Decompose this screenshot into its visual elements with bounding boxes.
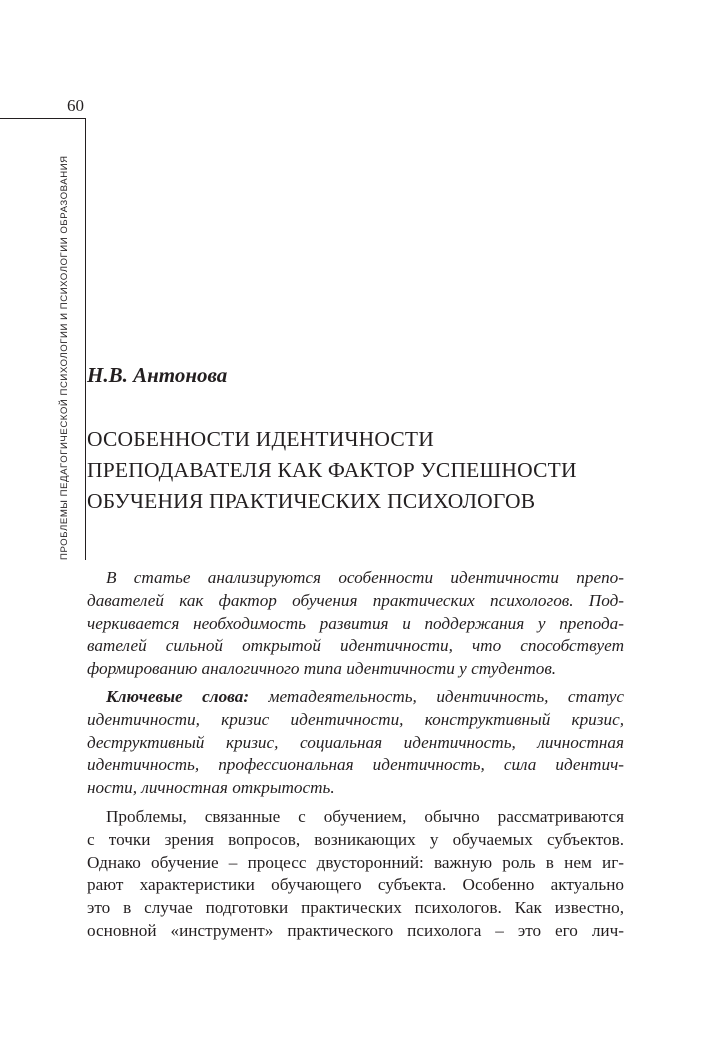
author-name: Н.В. Антонова — [87, 363, 228, 387]
body-paragraph — [87, 806, 624, 943]
abstract-line: вателей сильной открытой идентичности, что способствует — [87, 636, 624, 656]
body-line: с точки зрения вопросов, возникающих у обучаемых субъектов. — [87, 829, 624, 849]
body-line: Однако обучение – процесс двусторонний: важную роль в нем иг- — [87, 852, 624, 872]
body-line: основной «инструмент» практического психолога – это его лич- — [87, 920, 624, 940]
abstract-line: черкивается необходимость развития и поддержания у препода- — [87, 613, 624, 633]
keywords-line: идентичность, профессиональная идентичность, сила идентич- — [87, 755, 624, 775]
keywords-label: Ключевые слова: — [106, 687, 250, 706]
abstract — [87, 567, 624, 681]
article-title — [87, 424, 647, 517]
title-line: ПРЕПОДАВАТЕЛЯ КАК ФАКТОР УСПЕШНОСТИ — [87, 458, 577, 482]
body-line: Проблемы, связанные с обучением, обычно рассматриваются — [106, 807, 624, 826]
title-line: ОСОБЕННОСТИ ИДЕНТИЧНОСТИ — [87, 427, 434, 451]
body-line: это в случае подготовки практических психологов. Как известно, — [87, 898, 624, 918]
keywords-line: ности, личностная открытость. — [87, 778, 335, 798]
page-number: 60 — [67, 96, 84, 115]
abstract-line: давателей как фактор обучения практических психологов. Под- — [87, 590, 624, 610]
header-rule — [0, 118, 86, 119]
title-line: ОБУЧЕНИЯ ПРАКТИЧЕСКИХ ПСИХОЛОГОВ — [87, 489, 536, 513]
keywords-text: метадеятельность, идентичность, статус — [249, 687, 625, 706]
keywords-line — [87, 686, 624, 709]
body-line: рают характеристики обучающего субъекта. Особенно актуально — [87, 875, 624, 895]
keywords-line: идентичности, кризис идентичности, конструктивный кризис, — [87, 709, 624, 729]
vertical-rule — [85, 118, 86, 560]
keywords-line: деструктивный кризис, социальная идентичность, личностная — [87, 732, 624, 752]
running-head: ПРОБЛЕМЫ ПЕДАГОГИЧЕСКОЙ ПСИХОЛОГИИ И ПСИХОЛОГИИ ОБРАЗОВАНИЯ — [59, 155, 70, 560]
abstract-line: формированию аналогичного типа идентичности у студентов. — [87, 659, 557, 679]
abstract-line: В статье анализируются особенности идентичности препо- — [106, 568, 624, 587]
keywords — [87, 686, 624, 800]
